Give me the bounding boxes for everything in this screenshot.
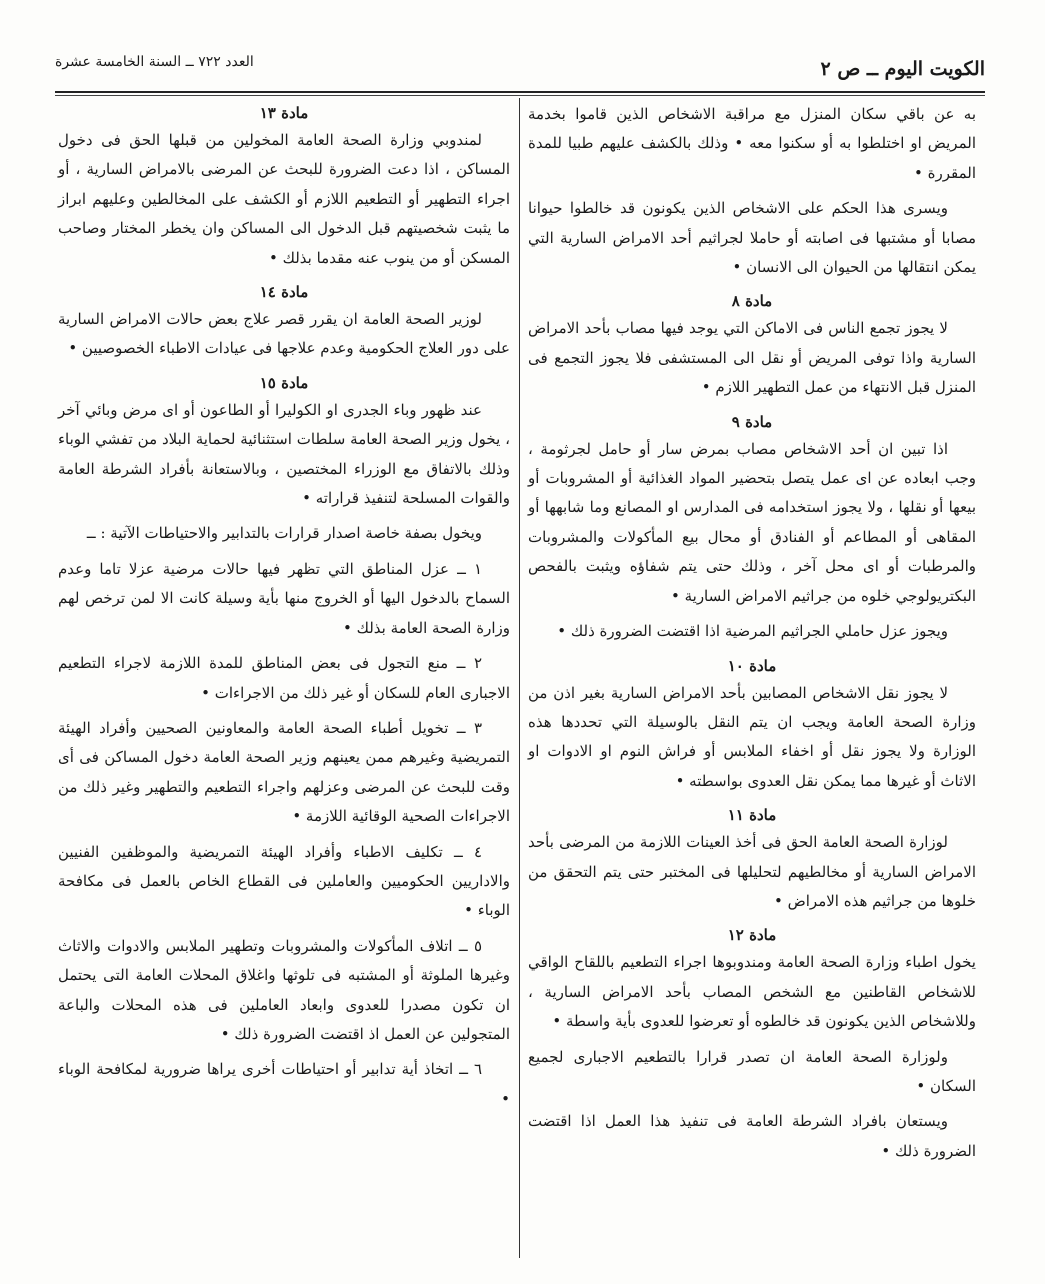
paragraph: به عن باقي سكان المنزل مع مراقبة الاشخاص الذين قاموا بخدمة المريض او اختلطوا به أو سكنوا معه • وذلك بالكشف عليهم طبيا للمدة المقررة • xyxy=(528,105,976,182)
paragraph: لمندوبي وزارة الصحة العامة المخولين من قبلها الحق فى دخول المساكن ، اذا دعت الضرورة للبحث عن المرضى بالامراض السارية ، أو اجراء التطهير أو التطعيم اللازم أو الكشف على المخالطين وعليهم ابراز ما يثبت شخصيتهم قبل الدخول الى المساكن وان يخطر المختار وصاحب المسكن أو من ينوب عنه مقدما بذلك • xyxy=(58,131,510,267)
list-item: ٦ ــ اتخاذ أية تدابير أو احتياطات أخرى يراها ضرورية لمكافحة الوباء • xyxy=(58,1060,510,1108)
paragraph: ويخول بصفة خاصة اصدار قرارات بالتدابير والاحتياطات الآتية : ــ xyxy=(86,524,482,543)
paragraph: عند ظهور وباء الجدرى او الكوليرا أو الطاعون أو اى مرض وبائي آخر ، يخول وزير الصحة العامة سلطات استثنائية لحماية البلاد من تفشي الوباء وذلك بالاتفاق مع الوزراء المختصين ، وبالاستعانة بأفراد الشرطة العامة والقوات المسلحة لتنفيذ قراراته • xyxy=(58,400,510,508)
list-item: ٣ ــ تخويل أطباء الصحة العامة والمعاونين الصحيين وأفراد الهيئة التمريضية وغيرهم ممن يعينهم وزير الصحة العامة دخول المساكن فى أى وقت للبحث عن المرضى وعزلهم واجراء التطعيم والتطهير وغير ذلك من الاجراءات الصحية الوقائية اللازمة • xyxy=(58,718,510,826)
paragraph: ويستعان بافراد الشرطة العامة فى تنفيذ هذا العمل اذا اقتضت الضرورة ذلك • xyxy=(528,1112,976,1160)
article-heading-10: مادة ١٠ xyxy=(727,656,777,675)
article-heading-15: مادة ١٥ xyxy=(259,373,309,392)
list-item: ٥ ــ اتلاف المأكولات والمشروبات وتطهير الملابس والادوات والاثاث وغيرها الملوثة أو المشتبه فى تلوثها واغلاق المحلات العامة التى يحتمل ان تكون مصدرا للعدوى وابعاد العاملين فى هذه المحلات والباعة المتجولين عن العمل اذ اقتضت الضرورة ذلك • xyxy=(58,936,510,1043)
paragraph: لا يجوز نقل الاشخاص المصابين بأحد الامراض السارية بغير اذن من وزارة الصحة العامة ويجب ان يتم النقل بالوسيلة التي تحددها هذه الوزارة ولا يجوز نقل أو اخفاء الملابس أو فراش النوم او الادوات او الاثاث أو غيرها مما يمكن نقل العدوى بواسطته • xyxy=(528,683,976,790)
paragraph: ولوزارة الصحة العامة ان تصدر قرارا بالتطعيم الاجبارى لجميع السكان • xyxy=(528,1047,976,1095)
article-heading-13: مادة ١٣ xyxy=(259,104,309,122)
header-issue-info: العدد ٧٢٢ ــ السنة الخامسة عشرة xyxy=(55,54,254,70)
list-item: ٤ ــ تكليف الاطباء وأفراد الهيئة التمريضية والموظفين الفنيين والاداريين الحكوميين والعاملين فى القطاع الخاص بالعمل فى مكافحة الوباء • xyxy=(58,842,510,920)
article-heading-14: مادة ١٤ xyxy=(259,283,309,302)
header-publication-title: الكويت اليوم ــ ص ٢ xyxy=(820,58,985,80)
paragraph: لوزارة الصحة العامة الحق فى أخذ العينات اللازمة من المرضى بأحد الامراض السارية أو مخالطيهم لتحليلها فى المختبر حتى يتم التحقق من خلوها من جراثيم هذه الامراض • xyxy=(528,833,976,910)
article-heading-9: مادة ٩ xyxy=(731,412,773,431)
header-rule xyxy=(55,91,985,93)
page-header xyxy=(55,48,985,90)
paragraph: لا يجوز تجمع الناس فى الاماكن التي يوجد فيها مصاب بأحد الامراض السارية واذا توفى المريض أو نقل الى المستشفى فلا يجوز التجمع فى المنزل قبل الانتهاء من عمل التطهير اللازم • xyxy=(528,319,976,397)
paragraph: يخول اطباء وزارة الصحة العامة ومندوبوها اجراء التطعيم باللقاح الواقي للاشخاص القاطنين مع الشخص المصاب بأحد الامراض السارية ، وللاشخاص الذين يكونون قد خالطوه أو تعرضوا للعدوى بأية واسطة • xyxy=(528,953,976,1031)
right-column xyxy=(528,100,976,1166)
article-heading-11: مادة ١١ xyxy=(727,806,777,825)
list-item: ١ ــ عزل المناطق التي تظهر فيها حالات مرضية عزلا تاما وعدم السماح بالدخول اليها أو الخروج منها بأية وسيلة كانت الا لمن ترخص لهم وزارة الصحة العامة بذلك • xyxy=(58,559,510,637)
article-heading-12: مادة ١٢ xyxy=(727,926,777,945)
paragraph: ويجوز عزل حاملي الجراثيم المرضية اذا اقتضت الضرورة ذلك • xyxy=(557,622,948,641)
list-item: ٢ ــ منع التجول فى بعض المناطق للمدة اللازمة لاجراء التطعيم الاجبارى العام للسكان أو غير ذلك من الاجراءات • xyxy=(58,654,510,702)
paragraph: لوزير الصحة العامة ان يقرر قصر علاج بعض حالات الامراض السارية على دور العلاج الحكومية وعدم علاجها فى عيادات الاطباء الخصوصيين • xyxy=(58,310,510,358)
header-rule-thin xyxy=(55,95,985,96)
article-heading-8: مادة ٨ xyxy=(731,292,773,311)
paragraph: اذا تبين ان أحد الاشخاص مصاب بمرض سار أو حامل لجرثومة ، وجب ابعاده عن اى عمل يتصل بتحضير المواد الغذائية أو المشروبات أو بيعها أو نقلها ، ولا يجوز استخدامه فى المدارس او المصانع وما شابهها أو المقاهى أو المطاعم أو الفنادق أو محال بيع المأكولات والمشروبات والمرطبات أو اى محل آخر ، وذلك حتى يتم شفاؤه ويثبت بالفحص البكتريولوجي خلوه من جراثيم الامراض السارية • xyxy=(528,439,976,605)
left-column xyxy=(58,100,510,1114)
column-divider xyxy=(519,98,520,1258)
paragraph: ويسرى هذا الحكم على الاشخاص الذين يكونون قد خالطوا حيوانا مصابا أو مشتبها فى اصابته أو حاملا لجراثيم أحد الامراض السارية التي يمكن انتقالها من الحيوان الى الانسان • xyxy=(528,199,976,277)
